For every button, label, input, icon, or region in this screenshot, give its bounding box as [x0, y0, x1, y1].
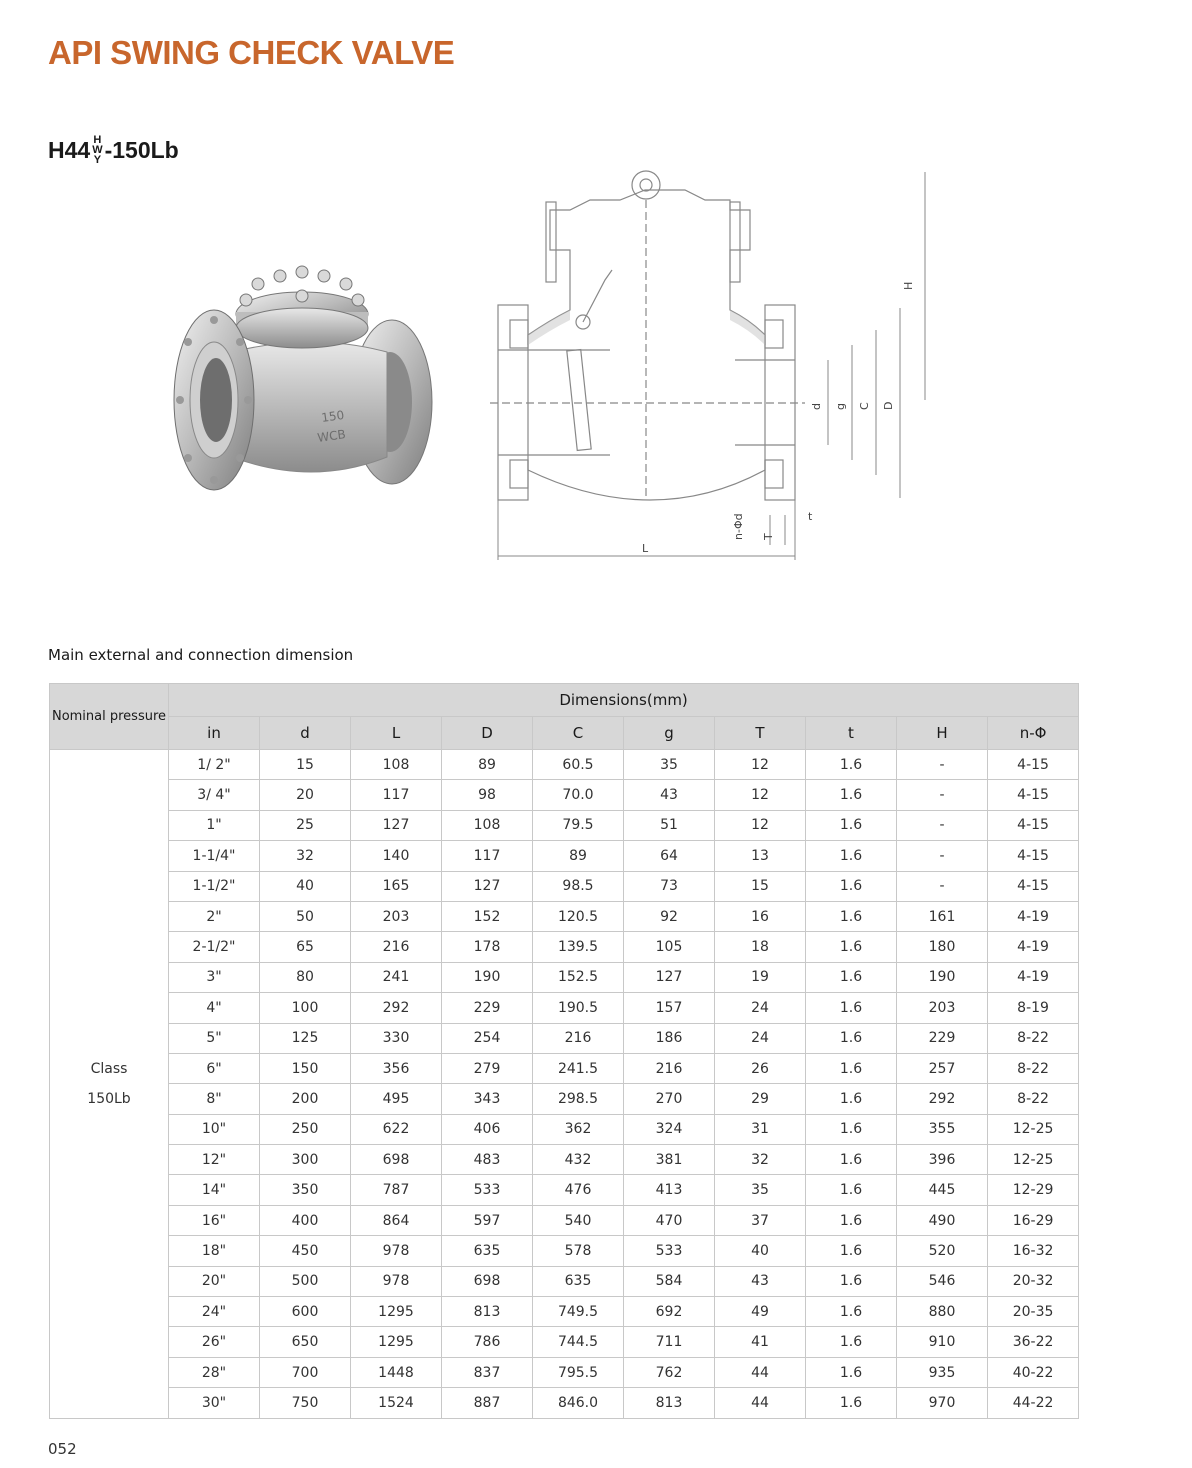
table-cell: 1-1/4"	[169, 841, 260, 871]
table-cell: 203	[897, 993, 988, 1023]
dim-label-c: C	[858, 402, 871, 410]
table-cell: 73	[624, 871, 715, 901]
dim-label-g: g	[834, 403, 847, 410]
table-cell: -	[897, 750, 988, 780]
table-cell: 18	[715, 932, 806, 962]
table-cell: 12	[715, 810, 806, 840]
table-row	[50, 1205, 1079, 1235]
table-cell: 4-15	[988, 810, 1079, 840]
table-cell: 298.5	[533, 1084, 624, 1114]
table-cell: 65	[260, 932, 351, 962]
table-cell: 186	[624, 1023, 715, 1053]
page-number: 052	[48, 1440, 77, 1458]
table-cell: 270	[624, 1084, 715, 1114]
table-caption: Main external and connection dimension	[48, 646, 354, 664]
table-cell: 413	[624, 1175, 715, 1205]
table-cell: 692	[624, 1297, 715, 1327]
table-cell: 216	[351, 932, 442, 962]
table-cell: 8-22	[988, 1053, 1079, 1083]
table-cell: 1.6	[806, 901, 897, 931]
table-cell: 98	[442, 780, 533, 810]
table-cell: 41	[715, 1327, 806, 1357]
table-cell: 1.6	[806, 1175, 897, 1205]
column-header: n-Φ	[988, 717, 1079, 750]
nominal-pressure-header: Nominal pressure	[50, 684, 169, 750]
table-cell: 749.5	[533, 1297, 624, 1327]
table-cell: 257	[897, 1053, 988, 1083]
table-cell: 432	[533, 1145, 624, 1175]
table-cell: 520	[897, 1236, 988, 1266]
table-cell: 105	[624, 932, 715, 962]
table-cell: 157	[624, 993, 715, 1023]
table-cell: 120.5	[533, 901, 624, 931]
table-cell: 161	[897, 901, 988, 931]
table-cell: 117	[351, 780, 442, 810]
table-cell: 44	[715, 1357, 806, 1387]
class-label: Class	[90, 1060, 128, 1077]
table-cell: 1.6	[806, 962, 897, 992]
table-cell: 546	[897, 1266, 988, 1296]
table-cell: 1.6	[806, 841, 897, 871]
table-cell: 16-29	[988, 1205, 1079, 1235]
table-cell: 698	[351, 1145, 442, 1175]
table-cell: 1.6	[806, 1205, 897, 1235]
table-row	[50, 1327, 1079, 1357]
table-cell: 44-22	[988, 1388, 1079, 1418]
table-cell: 4-15	[988, 780, 1079, 810]
table-cell: 127	[351, 810, 442, 840]
dimension-table	[49, 683, 1079, 1419]
table-cell: 190	[897, 962, 988, 992]
table-cell: 20"	[169, 1266, 260, 1296]
table-cell: 343	[442, 1084, 533, 1114]
model-variant-y: Y	[93, 154, 102, 166]
table-cell: 396	[897, 1145, 988, 1175]
table-cell: 40-22	[988, 1357, 1079, 1387]
valve-section-drawing	[480, 160, 940, 570]
column-header: t	[806, 717, 897, 750]
table-cell: 43	[715, 1266, 806, 1296]
table-cell: 15	[715, 871, 806, 901]
table-cell: 324	[624, 1114, 715, 1144]
table-cell: 12-25	[988, 1145, 1079, 1175]
table-cell: 1295	[351, 1327, 442, 1357]
table-cell: 978	[351, 1266, 442, 1296]
dim-label-T: T	[762, 533, 775, 540]
table-cell: 500	[260, 1266, 351, 1296]
table-cell: 786	[442, 1327, 533, 1357]
table-row	[50, 1114, 1079, 1144]
table-cell: 744.5	[533, 1327, 624, 1357]
table-cell: 70.0	[533, 780, 624, 810]
table-cell: 92	[624, 901, 715, 931]
table-cell: 12	[715, 780, 806, 810]
table-cell: 108	[351, 750, 442, 780]
table-cell: 40	[260, 871, 351, 901]
table-cell: 50	[260, 901, 351, 931]
model-prefix: H44	[48, 136, 91, 163]
dimensions-group-header: Dimensions(mm)	[169, 684, 1079, 717]
table-cell: 44	[715, 1388, 806, 1418]
table-cell: -	[897, 841, 988, 871]
table-cell: 229	[442, 993, 533, 1023]
table-cell: 36-22	[988, 1327, 1079, 1357]
table-cell: 139.5	[533, 932, 624, 962]
table-cell: 787	[351, 1175, 442, 1205]
table-cell: 600	[260, 1297, 351, 1327]
table-cell: 127	[442, 871, 533, 901]
table-cell: 6"	[169, 1053, 260, 1083]
table-row	[50, 750, 1079, 780]
table-cell: 100	[260, 993, 351, 1023]
table-cell: 4-19	[988, 962, 1079, 992]
table-cell: 4"	[169, 993, 260, 1023]
table-cell: 4-15	[988, 750, 1079, 780]
table-cell: 178	[442, 932, 533, 962]
table-cell: 1.6	[806, 1266, 897, 1296]
table-cell: 970	[897, 1388, 988, 1418]
table-cell: 26	[715, 1053, 806, 1083]
table-cell: 43	[624, 780, 715, 810]
table-cell: 700	[260, 1357, 351, 1387]
table-cell: 10"	[169, 1114, 260, 1144]
table-cell: 140	[351, 841, 442, 871]
table-cell: 2-1/2"	[169, 932, 260, 962]
table-row	[50, 1053, 1079, 1083]
table-row	[50, 901, 1079, 931]
table-cell: 1"	[169, 810, 260, 840]
table-cell: 1.6	[806, 1023, 897, 1053]
table-cell: 4-15	[988, 871, 1079, 901]
table-row	[50, 1266, 1079, 1296]
table-cell: 190	[442, 962, 533, 992]
table-cell: 445	[897, 1175, 988, 1205]
dim-label-l: L	[642, 542, 649, 555]
table-cell: 356	[351, 1053, 442, 1083]
table-cell: -	[897, 810, 988, 840]
table-cell: 1524	[351, 1388, 442, 1418]
table-cell: 89	[442, 750, 533, 780]
table-cell: 698	[442, 1266, 533, 1296]
table-row	[50, 1023, 1079, 1053]
table-row	[50, 1357, 1079, 1387]
table-cell: 24	[715, 993, 806, 1023]
table-cell: 125	[260, 1023, 351, 1053]
table-cell: 216	[533, 1023, 624, 1053]
table-cell: 32	[715, 1145, 806, 1175]
table-cell: 2"	[169, 901, 260, 931]
dim-label-D: D	[882, 401, 895, 410]
model-code	[48, 128, 179, 172]
table-cell: 13	[715, 841, 806, 871]
table-cell: 51	[624, 810, 715, 840]
model-variant-h: H	[93, 134, 102, 146]
table-cell: 14"	[169, 1175, 260, 1205]
table-cell: 406	[442, 1114, 533, 1144]
table-row	[50, 962, 1079, 992]
table-cell: 1.6	[806, 1357, 897, 1387]
table-cell: 152	[442, 901, 533, 931]
table-cell: 1.6	[806, 1053, 897, 1083]
table-cell: 584	[624, 1266, 715, 1296]
model-variant-stack	[92, 135, 102, 165]
table-cell: 362	[533, 1114, 624, 1144]
column-header: C	[533, 717, 624, 750]
table-cell: 3/ 4"	[169, 780, 260, 810]
table-cell: 26"	[169, 1327, 260, 1357]
table-cell: 5"	[169, 1023, 260, 1053]
table-cell: 795.5	[533, 1357, 624, 1387]
table-cell: 12-25	[988, 1114, 1079, 1144]
table-cell: 1.6	[806, 1297, 897, 1327]
table-cell: 650	[260, 1327, 351, 1357]
table-cell: 19	[715, 962, 806, 992]
column-header: T	[715, 717, 806, 750]
table-cell: 80	[260, 962, 351, 992]
model-variant-w: W	[92, 144, 103, 156]
table-cell: 292	[897, 1084, 988, 1114]
dim-label-n-phi: n-Φd	[732, 513, 745, 540]
table-cell: 49	[715, 1297, 806, 1327]
table-cell: 300	[260, 1145, 351, 1175]
table-cell: 24	[715, 1023, 806, 1053]
table-cell: 16"	[169, 1205, 260, 1235]
table-cell: 400	[260, 1205, 351, 1235]
table-cell: 29	[715, 1084, 806, 1114]
table-cell: 8"	[169, 1084, 260, 1114]
table-cell: 190.5	[533, 993, 624, 1023]
table-cell: 98.5	[533, 871, 624, 901]
table-cell: 79.5	[533, 810, 624, 840]
model-suffix: -150Lb	[104, 136, 179, 163]
table-cell: 64	[624, 841, 715, 871]
table-cell: 490	[897, 1205, 988, 1235]
table-cell: 152.5	[533, 962, 624, 992]
table-row	[50, 810, 1079, 840]
table-cell: 25	[260, 810, 351, 840]
table-cell: 533	[442, 1175, 533, 1205]
table-cell: 8-19	[988, 993, 1079, 1023]
table-cell: 180	[897, 932, 988, 962]
column-header: D	[442, 717, 533, 750]
table-cell: 935	[897, 1357, 988, 1387]
table-cell: 20	[260, 780, 351, 810]
table-cell: 16-32	[988, 1236, 1079, 1266]
table-cell: -	[897, 871, 988, 901]
table-cell: 1.6	[806, 1327, 897, 1357]
table-cell: 16	[715, 901, 806, 931]
table-cell: 200	[260, 1084, 351, 1114]
table-row	[50, 780, 1079, 810]
table-cell: 381	[624, 1145, 715, 1175]
class-rating: 150Lb	[87, 1090, 131, 1107]
body-cast-mark-1: 150	[320, 407, 346, 425]
table-cell: 578	[533, 1236, 624, 1266]
column-header: in	[169, 717, 260, 750]
table-cell: 476	[533, 1175, 624, 1205]
table-cell: 35	[715, 1175, 806, 1205]
table-cell: 1.6	[806, 1114, 897, 1144]
table-cell: 117	[442, 841, 533, 871]
table-cell: 4-19	[988, 901, 1079, 931]
table-cell: 28"	[169, 1357, 260, 1387]
column-header: L	[351, 717, 442, 750]
table-cell: 1/ 2"	[169, 750, 260, 780]
table-cell: 31	[715, 1114, 806, 1144]
table-row	[50, 871, 1079, 901]
table-cell: 216	[624, 1053, 715, 1083]
table-cell: 622	[351, 1114, 442, 1144]
table-row	[50, 1236, 1079, 1266]
table-cell: -	[897, 780, 988, 810]
table-cell: 30"	[169, 1388, 260, 1418]
table-row	[50, 1145, 1079, 1175]
table-cell: 89	[533, 841, 624, 871]
table-row	[50, 841, 1079, 871]
table-cell: 350	[260, 1175, 351, 1205]
table-cell: 20-32	[988, 1266, 1079, 1296]
column-header: d	[260, 717, 351, 750]
table-cell: 887	[442, 1388, 533, 1418]
table-cell: 8-22	[988, 1023, 1079, 1053]
table-cell: 1.6	[806, 1145, 897, 1175]
table-cell: 495	[351, 1084, 442, 1114]
table-cell: 846.0	[533, 1388, 624, 1418]
table-row	[50, 1175, 1079, 1205]
table-cell: 880	[897, 1297, 988, 1327]
table-cell: 635	[442, 1236, 533, 1266]
table-cell: 229	[897, 1023, 988, 1053]
table-cell: 4-15	[988, 841, 1079, 871]
table-row	[50, 1388, 1079, 1418]
table-cell: 3"	[169, 962, 260, 992]
table-cell: 330	[351, 1023, 442, 1053]
table-cell: 750	[260, 1388, 351, 1418]
table-cell: 910	[897, 1327, 988, 1357]
table-cell: 1.6	[806, 1084, 897, 1114]
table-cell: 1.6	[806, 1236, 897, 1266]
table-cell: 35	[624, 750, 715, 780]
table-cell: 597	[442, 1205, 533, 1235]
table-cell: 635	[533, 1266, 624, 1296]
column-header: H	[897, 717, 988, 750]
table-cell: 540	[533, 1205, 624, 1235]
table-cell: 127	[624, 962, 715, 992]
body-cast-mark-2: WCB	[316, 427, 347, 445]
page-title: API SWING CHECK VALVE	[48, 34, 455, 71]
table-cell: 813	[442, 1297, 533, 1327]
table-cell: 1.6	[806, 750, 897, 780]
table-cell: 12-29	[988, 1175, 1079, 1205]
valve-photo	[172, 262, 440, 512]
table-cell: 32	[260, 841, 351, 871]
table-cell: 1295	[351, 1297, 442, 1327]
column-header: g	[624, 717, 715, 750]
table-cell: 470	[624, 1205, 715, 1235]
table-cell: 711	[624, 1327, 715, 1357]
table-cell: 1-1/2"	[169, 871, 260, 901]
table-cell: 203	[351, 901, 442, 931]
table-row	[50, 1297, 1079, 1327]
table-cell: 18"	[169, 1236, 260, 1266]
table-row	[50, 932, 1079, 962]
table-cell: 37	[715, 1205, 806, 1235]
dim-label-h: H	[902, 281, 915, 290]
table-cell: 292	[351, 993, 442, 1023]
table-cell: 450	[260, 1236, 351, 1266]
table-cell: 24"	[169, 1297, 260, 1327]
table-cell: 108	[442, 810, 533, 840]
table-cell: 250	[260, 1114, 351, 1144]
table-cell: 12	[715, 750, 806, 780]
table-cell: 1.6	[806, 1388, 897, 1418]
table-cell: 533	[624, 1236, 715, 1266]
dim-label-t: t	[808, 510, 813, 523]
table-cell: 279	[442, 1053, 533, 1083]
table-cell: 1.6	[806, 932, 897, 962]
table-cell: 15	[260, 750, 351, 780]
table-cell: 254	[442, 1023, 533, 1053]
table-cell: 1448	[351, 1357, 442, 1387]
table-cell: 12"	[169, 1145, 260, 1175]
table-cell: 355	[897, 1114, 988, 1144]
table-cell: 1.6	[806, 993, 897, 1023]
table-cell: 4-19	[988, 932, 1079, 962]
table-cell: 150	[260, 1053, 351, 1083]
table-cell: 241.5	[533, 1053, 624, 1083]
table-cell: 813	[624, 1388, 715, 1418]
table-cell: 483	[442, 1145, 533, 1175]
table-cell: 60.5	[533, 750, 624, 780]
table-cell: 241	[351, 962, 442, 992]
table-cell: 20-35	[988, 1297, 1079, 1327]
table-cell: 165	[351, 871, 442, 901]
table-cell: 864	[351, 1205, 442, 1235]
table-cell: 1.6	[806, 871, 897, 901]
table-cell: 8-22	[988, 1084, 1079, 1114]
table-cell: 40	[715, 1236, 806, 1266]
table-row	[50, 1084, 1079, 1114]
table-cell: 762	[624, 1357, 715, 1387]
table-cell: 837	[442, 1357, 533, 1387]
table-row	[50, 993, 1079, 1023]
table-cell: 1.6	[806, 810, 897, 840]
class-cell	[50, 750, 169, 1419]
dim-label-d: d	[810, 403, 823, 410]
table-cell: 1.6	[806, 780, 897, 810]
table-cell: 978	[351, 1236, 442, 1266]
